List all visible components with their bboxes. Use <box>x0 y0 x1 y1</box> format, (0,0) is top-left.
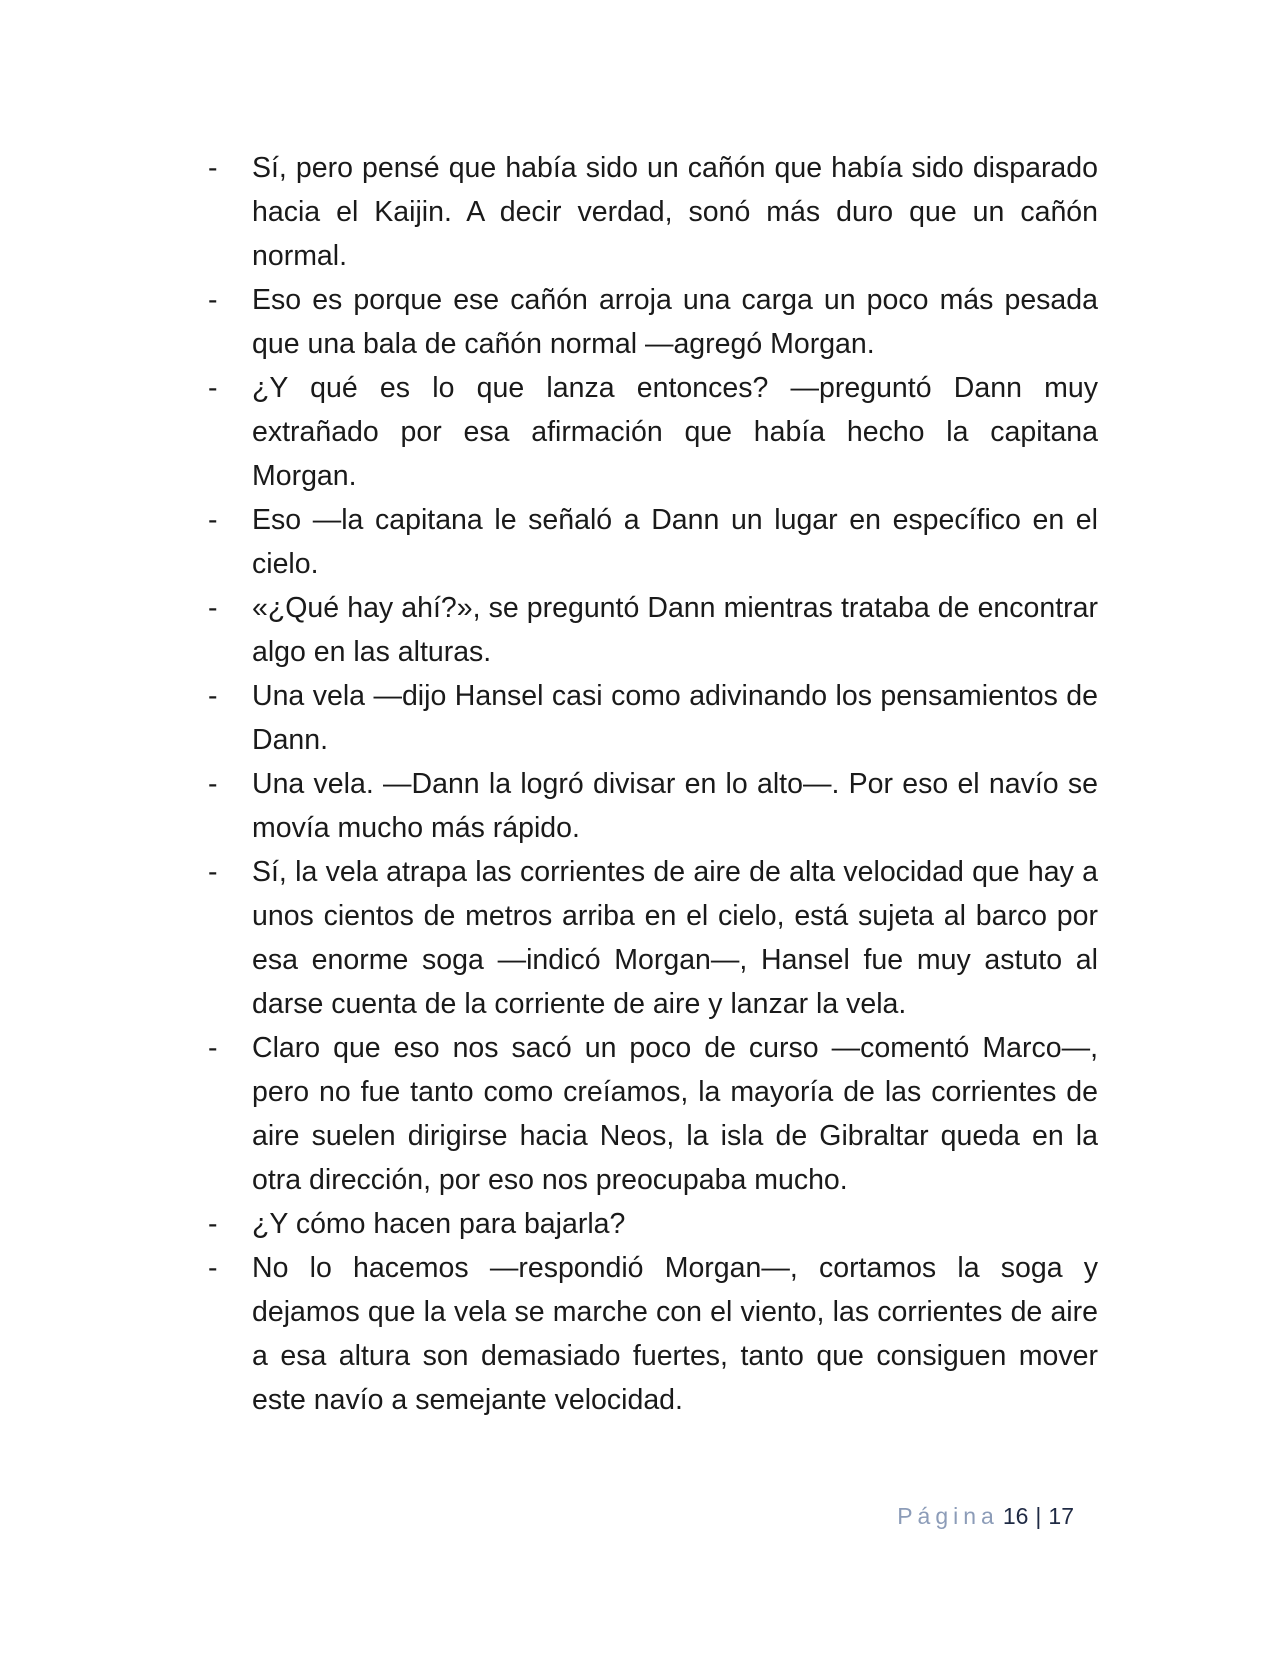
dialogue-line <box>208 278 1098 366</box>
dialogue-text: Una vela. —Dann la logró divisar en lo alto—. Por eso el navío se movía mucho más rápido. <box>252 768 1098 844</box>
dialogue-text: ¿Y cómo hacen para bajarla? <box>252 1208 626 1240</box>
dialogue-dash: - <box>208 1252 218 1284</box>
dialogue-text: ¿Y qué es lo que lanza entonces? —preguntó Dann muy extrañado por esa afirmación que había hecho la capitana Morgan. <box>252 372 1098 492</box>
dialogue-dash: - <box>208 768 218 800</box>
dialogue-dash: - <box>208 856 218 888</box>
current-page-number: 16 <box>1002 1503 1029 1529</box>
page-label: Página <box>897 1503 999 1529</box>
dialogue-text: Sí, la vela atrapa las corrientes de aire de alta velocidad que hay a unos cientos de metros arriba en el cielo, está sujeta al barco por esa enorme soga —indicó Morgan—, Hansel fue muy astuto al darse cuenta de la corriente de aire y lanzar la vela. <box>252 856 1098 1020</box>
dialogue-line <box>208 762 1098 850</box>
page-footer <box>0 1503 1074 1530</box>
dialogue-list <box>208 146 1098 1422</box>
dialogue-text: Una vela —dijo Hansel casi como adivinando los pensamientos de Dann. <box>252 680 1098 756</box>
dialogue-text: «¿Qué hay ahí?», se preguntó Dann mientras trataba de encontrar algo en las alturas. <box>252 592 1098 668</box>
dialogue-dash: - <box>208 372 218 404</box>
dialogue-dash: - <box>208 504 218 536</box>
dialogue-line <box>208 1202 1098 1246</box>
total-pages-number: 17 <box>1048 1503 1074 1529</box>
dialogue-line <box>208 586 1098 674</box>
dialogue-text: Claro que eso nos sacó un poco de curso —comentó Marco—, pero no fue tanto como creíamos, la mayoría de las corrientes de aire suelen dirigirse hacia Neos, la isla de Gibraltar queda en la otra dirección, por eso nos preocupaba mucho. <box>252 1032 1098 1196</box>
dialogue-line <box>208 850 1098 1026</box>
page-separator: | <box>1035 1503 1042 1529</box>
dialogue-dash: - <box>208 680 218 712</box>
dialogue-line <box>208 498 1098 586</box>
dialogue-dash: - <box>208 1208 218 1240</box>
dialogue-text: No lo hacemos —respondió Morgan—, cortamos la soga y dejamos que la vela se marche con el viento, las corrientes de aire a esa altura son demasiado fuertes, tanto que consiguen mover este navío a semejante velocidad. <box>252 1252 1098 1416</box>
dialogue-dash: - <box>208 1032 218 1064</box>
dialogue-dash: - <box>208 592 218 624</box>
dialogue-text: Sí, pero pensé que había sido un cañón que había sido disparado hacia el Kaijin. A decir verdad, sonó más duro que un cañón normal. <box>252 152 1098 272</box>
dialogue-line <box>208 1026 1098 1202</box>
dialogue-text: Eso es porque ese cañón arroja una carga un poco más pesada que una bala de cañón normal —agregó Morgan. <box>252 284 1098 360</box>
dialogue-line <box>208 674 1098 762</box>
dialogue-line <box>208 366 1098 498</box>
dialogue-dash: - <box>208 152 218 184</box>
dialogue-line <box>208 1246 1098 1422</box>
dialogue-dash: - <box>208 284 218 316</box>
dialogue-line <box>208 146 1098 278</box>
dialogue-text: Eso —la capitana le señaló a Dann un lugar en específico en el cielo. <box>252 504 1098 580</box>
